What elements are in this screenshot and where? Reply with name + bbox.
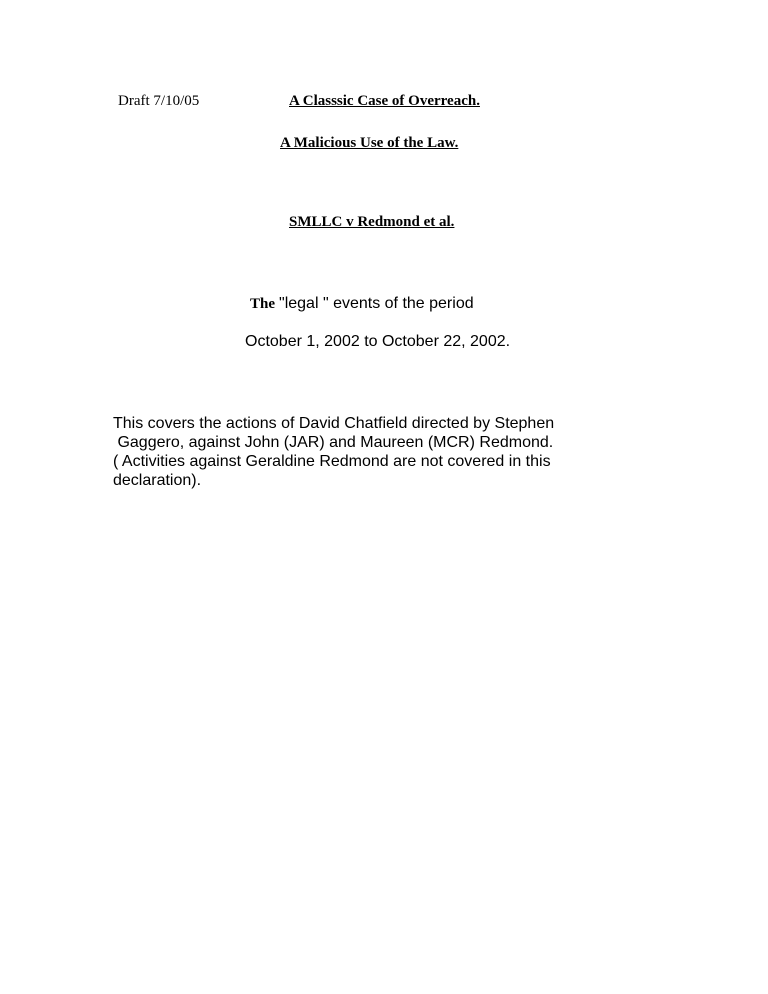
- draft-date-label: Draft 7/10/05: [118, 93, 200, 109]
- document-title: A Classsic Case of Overreach.: [289, 93, 480, 109]
- case-caption: SMLLC v Redmond et al.: [289, 214, 455, 230]
- body-line: declaration).: [113, 472, 202, 489]
- body-line: This covers the actions of David Chatfield directed by Stephen: [113, 415, 555, 432]
- body-paragraph: [113, 414, 633, 490]
- body-line: ( Activities against Geraldine Redmond are not covered in this: [113, 453, 551, 470]
- period-lead-word: The: [250, 296, 276, 312]
- period-heading: [250, 295, 474, 313]
- period-dates: October 1, 2002 to October 22, 2002.: [245, 333, 511, 350]
- period-events-text: "legal " events of the period: [279, 295, 474, 312]
- document-subtitle: A Malicious Use of the Law.: [280, 135, 459, 151]
- body-line: Gaggero, against John (JAR) and Maureen (MCR) Redmond.: [113, 434, 554, 451]
